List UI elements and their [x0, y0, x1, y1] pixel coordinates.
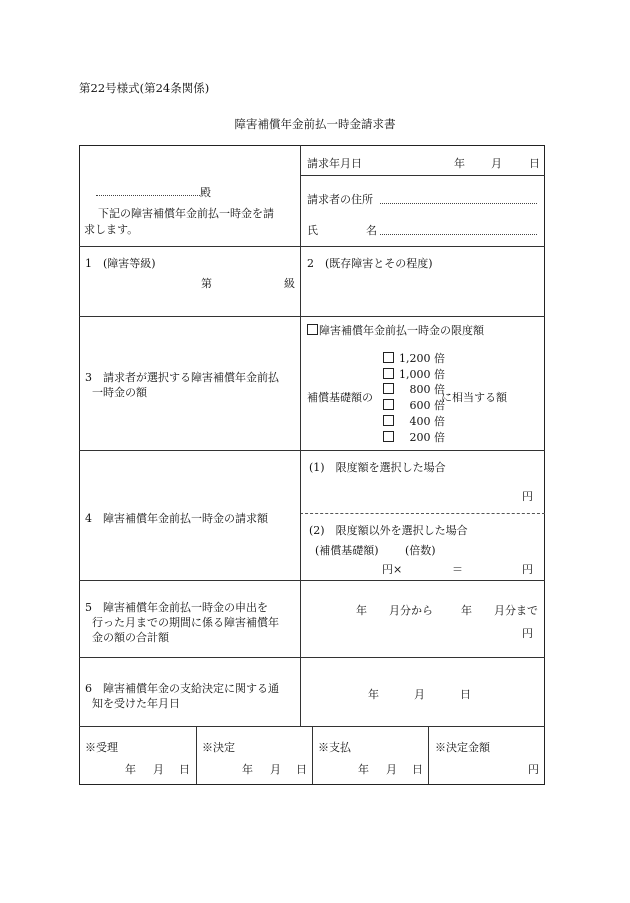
section1-label: 1 (障害等級)	[85, 257, 156, 270]
limit-option[interactable]	[307, 322, 484, 338]
grade-prefix: 第	[201, 277, 212, 290]
period-from-month[interactable]: 月分から	[389, 604, 433, 617]
section6-label-line2: 知を受けた年月日	[92, 697, 180, 710]
section4-label: 4 障害補償年金前払一時金の請求額	[85, 512, 268, 525]
equals-sign: ＝	[452, 563, 463, 576]
receipt-label: ※受理	[85, 741, 118, 754]
grade-suffix: 級	[284, 277, 295, 290]
case1-label: (1) 限度額を選択した場合	[309, 461, 446, 474]
divider	[79, 657, 545, 658]
decision-month[interactable]: 月	[270, 763, 281, 776]
name-field[interactable]	[380, 234, 537, 235]
section5-label-line2: 行った月までの期間に係る障害補償年	[92, 616, 279, 629]
section3-label-line1: 3 請求者が選択する障害補償年金前払	[85, 371, 279, 384]
payment-label: ※支払	[318, 741, 351, 754]
period-from-year[interactable]: 年	[356, 604, 367, 617]
checkbox-icon[interactable]	[383, 399, 394, 410]
section3-label-line2: 一時金の額	[92, 386, 147, 399]
column-divider	[300, 145, 301, 726]
basis-col-label: (補償基礎額)	[315, 544, 379, 557]
equiv-label: に相当する額	[441, 391, 507, 404]
multiplier-list	[383, 351, 445, 445]
multiplier-option[interactable]: 400 倍	[383, 414, 445, 430]
multiplier-option[interactable]: 800 倍	[383, 382, 445, 398]
request-date-day[interactable]: 日	[529, 157, 540, 170]
checkbox-icon[interactable]	[383, 415, 394, 426]
notice-day[interactable]: 日	[460, 688, 471, 701]
checkbox-icon[interactable]	[383, 431, 394, 442]
divider	[300, 175, 545, 176]
form-number: 第22号様式(第24条関係)	[79, 81, 210, 95]
receipt-day[interactable]: 日	[179, 763, 190, 776]
basis-label: 補償基礎額の	[307, 391, 373, 404]
checkbox-icon[interactable]	[383, 352, 394, 363]
checkbox-icon[interactable]	[383, 383, 394, 394]
case2-label: (2) 限度額以外を選択した場合	[309, 524, 468, 537]
request-date-month[interactable]: 月	[491, 157, 502, 170]
form-title: 障害補償年金前払一時金請求書	[234, 117, 396, 131]
ratio-col-label: (倍数)	[405, 544, 436, 557]
divider	[79, 450, 545, 451]
multiplier-option[interactable]: 1,200 倍	[383, 351, 445, 367]
payment-month[interactable]: 月	[386, 763, 397, 776]
divider	[79, 580, 545, 581]
section5-label-line3: 金の額の合計額	[92, 631, 169, 644]
divider	[79, 246, 545, 247]
divider	[79, 316, 545, 317]
multiplier-option[interactable]: 1,000 倍	[383, 367, 445, 383]
name-label: 氏	[307, 224, 318, 237]
multiplier-option[interactable]: 200 倍	[383, 430, 445, 446]
request-date-year[interactable]: 年	[454, 157, 465, 170]
checkbox-icon[interactable]	[383, 368, 394, 379]
addressee-line[interactable]	[96, 195, 200, 196]
payment-day[interactable]: 日	[412, 763, 423, 776]
section2-label: 2 (既存障害とその程度)	[307, 257, 433, 270]
case1-yen[interactable]: 円	[522, 490, 533, 503]
receipt-year[interactable]: 年	[125, 763, 136, 776]
address-field[interactable]	[380, 203, 537, 204]
addressee-suffix: 殿	[200, 186, 211, 199]
decided-amount-label: ※決定金額	[435, 741, 490, 754]
notice-year[interactable]: 年	[368, 688, 379, 701]
request-text-line2: 求します。	[84, 223, 139, 236]
checkbox-icon[interactable]	[307, 324, 318, 335]
divider-dashed	[300, 513, 545, 514]
period-to-year[interactable]: 年	[461, 604, 472, 617]
yen-times[interactable]: 円×	[382, 563, 403, 576]
payment-year[interactable]: 年	[358, 763, 369, 776]
column-divider	[312, 726, 313, 784]
limit-option-label: 障害補償年金前払一時金の限度額	[319, 324, 484, 337]
column-divider	[428, 726, 429, 784]
decision-day[interactable]: 日	[296, 763, 307, 776]
case2-yen[interactable]: 円	[522, 563, 533, 576]
decision-label: ※決定	[202, 741, 235, 754]
decision-year[interactable]: 年	[242, 763, 253, 776]
request-date-label: 請求年月日	[307, 157, 362, 170]
total-yen[interactable]: 円	[522, 627, 533, 640]
column-divider	[196, 726, 197, 784]
section5-label-line1: 5 障害補償年金前払一時金の申出を	[85, 601, 268, 614]
request-text-line1: 下記の障害補償年金前払一時金を請	[98, 207, 274, 220]
name-label-2: 名	[366, 224, 377, 237]
multiplier-option[interactable]: 600 倍	[383, 398, 445, 414]
section6-label-line1: 6 障害補償年金の支給決定に関する通	[85, 682, 279, 695]
period-to-month[interactable]: 月分まで	[494, 604, 538, 617]
notice-month[interactable]: 月	[414, 688, 425, 701]
address-label: 請求者の住所	[307, 193, 373, 206]
receipt-month[interactable]: 月	[153, 763, 164, 776]
decided-amount-yen[interactable]: 円	[528, 763, 539, 776]
